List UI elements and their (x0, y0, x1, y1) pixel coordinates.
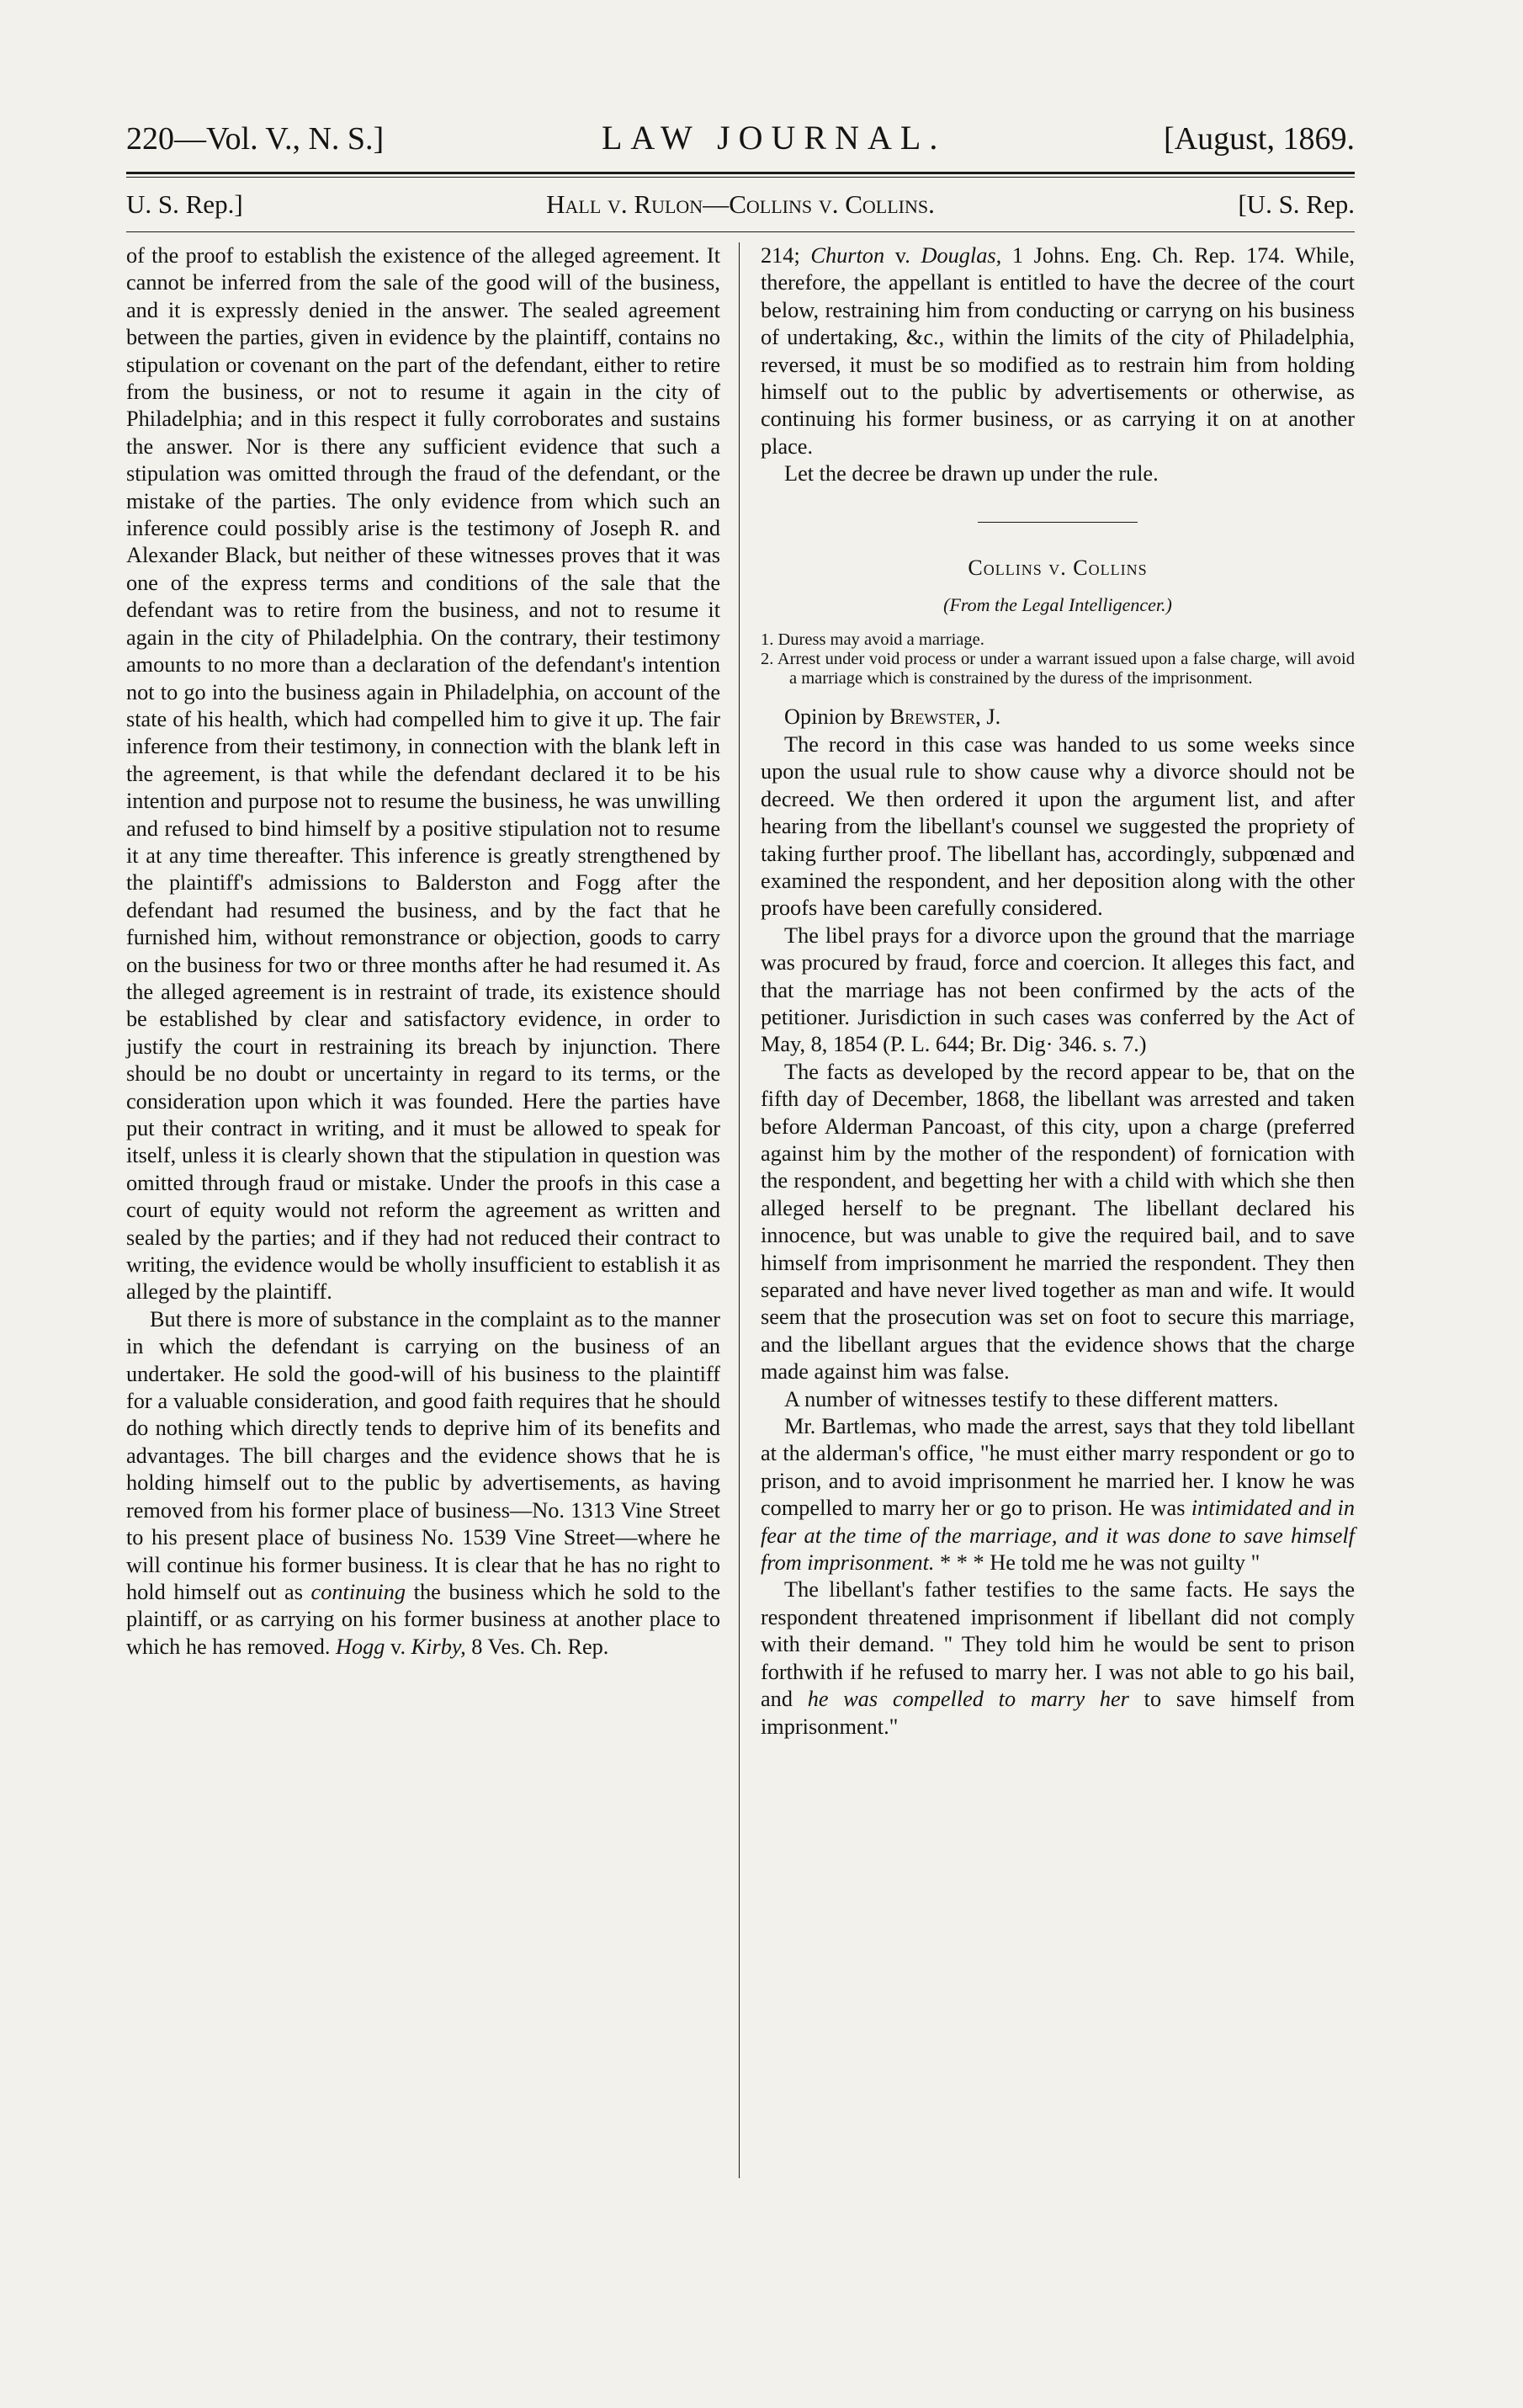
paragraph: The facts as developed by the record appear to be, that on the fifth day of December, 1868, the libellant was arrested and taken before Alderman Pancoast, of this city, upon a charge (preferred against him by the mother of the respondent) of fornication with the respondent, and begetting her with a child with which she then alleged herself to be pregnant. The libellant declared his innocence, but was unable to give the required bail, and to save himself from imprisonment he married the respondent. They then separated and have never lived together as man and wife. It would seem that the prosecution was set on foot to secure this marriage, and the libellant argues that the evidence shows that the charge made against him was false. (761, 1059, 1355, 1385)
paragraph: A number of witnesses testify to these different matters. (784, 1386, 1279, 1411)
left-column (126, 242, 720, 1741)
paragraph: The libel prays for a divorce upon the ground that the marriage was procured by fraud, force and coercion. It alleges this fact, and that the marriage has not been confirmed by the acts of the petitioner. Jurisdiction in such cases was conferred by the Act of May, 8, 1854 (P. L. 644; Br. Dig· 346. s. 7.) (761, 922, 1355, 1057)
subheader-rule (126, 231, 1355, 232)
text-columns (126, 242, 1355, 1741)
right-column (761, 242, 1355, 1741)
paragraph: Mr. Bartlemas, who made the arrest, says that they told libellant at the alderman's office, "he must either marry respondent or go to prison, and to avoid imprisonment he married her. I know he was compelled to marry her or go to prison. He was intimidated and in fear at the time of the marriage, and it was done to save himself from imprisonment. * * * He told me he was not guilty " (761, 1414, 1355, 1576)
headnote: 1. Duress may avoid a marriage. (761, 630, 984, 650)
header-title: LAW JOURNAL. (601, 119, 947, 157)
header-rule-thin (126, 177, 1355, 178)
case-title: Collins v. Collins (968, 555, 1148, 580)
paragraph: of the proof to establish the existence of the alleged agreement. It cannot be inferred from the sale of the good will of the business, and it is expressly denied in the answer. The sealed agreement between the parties, given in evidence by the plaintiff, contains no stipulation or covenant on the part of the defendant, either to retire from the business, or not to resume it again in the city of Philadelphia; and in this respect it fully corroborates and sustains the answer. Nor is there any sufficient evidence that such a stipulation was omitted through the fraud of the defendant, or the mistake of the parties. The only evidence from which such an inference could possibly arise is the testimony of Joseph R. and Alexander Black, but neither of these witnesses proves that it was one of the express terms and conditions of the sale that the defendant was to retire from the business, and not to resume it again in the city of Philadelphia. On the contrary, their testimony amounts to no more than a declaration of the defendant's intention not to go into the business again in Philadelphia, on account of the state of his health, which had compelled him to give it up. The fair inference from their testimony, in connection with the blank left in the agreement, is that while the defendant declared it to be his intention and purpose not to resume the business, he was unwilling and refused to bind himself by a positive stipulation not to resume it at any time thereafter. This inference is greatly strengthened by the plaintiff's admissions to Balderston and Fogg after the defendant had resumed the business, and by the fact that he furnished him, without remonstrance or objection, goods to carry on the business for two or three months after he had resumed it. As the alleged agreement is in restraint of trade, its existence should be established by clear and satisfactory evidence, in order to justify the court in restraining its breach by injunction. There should be no doubt or uncertainty in regard to its terms, or the consideration upon which it was founded. Here the parties have put their contract in writing, and it must be allowed to speak for itself, unless it is clearly shown that the stipulation in question was omitted through fraud or mistake. Under the proofs in this case a court of equity would not reform the agreement as written and sealed by the parties; and if they had not reduced their contract to writing, the evidence would be wholly insufficient to establish it as alleged by the plaintiff. (126, 243, 720, 1305)
case-subheader (126, 189, 1355, 228)
case-source: (From the Legal Intelligencer.) (943, 594, 1172, 616)
paragraph: The libellant's father testifies to the same facts. He says the respondent threatened imprisonment if libellant did not comply with their demand. " They told him he would be sent to prison forthwith if he refused to marry her. I was not able to go his bail, and he was compelled to marry her to save himself from imprisonment." (761, 1577, 1355, 1739)
case-separator (978, 522, 1138, 523)
paragraph: 214; Churton v. Douglas, 1 Johns. Eng. Ch. Rep. 174. While, therefore, the appellant is entitled to have the decree of the court below, restraining him from conducting or carryng on his business of undertaking, &c., within the limits of the city of Philadelphia, reversed, it must be so modified as to restrain him from holding himself out to the public by advertisements or otherwise, as continuing his former business, or as carrying it on at another place. (761, 243, 1355, 459)
header-volume: 220—Vol. V., N. S.] (126, 121, 385, 157)
headnote: 2. Arrest under void process or under a warrant issued upon a false charge, will avoid a marriage which is constrained by the duress of the imprisonment. (761, 650, 1355, 688)
running-header (126, 118, 1355, 168)
journal-page (126, 118, 1355, 1741)
paragraph: The record in this case was handed to us some weeks since upon the usual rule to show cause why a divorce should not be decreed. We then ordered it upon the argument list, and after hearing from the libellant's counsel we suggested the propriety of taking further proof. The libellant has, accordingly, subpœnæd and examined the respondent, and her deposition along with the other proofs have been carefully considered. (761, 731, 1355, 921)
header-date: [August, 1869. (1164, 121, 1355, 157)
subheader-right: [U. S. Rep. (1238, 189, 1355, 219)
paragraph: But there is more of substance in the complaint as to the manner in which the defendant is carrying on the business of an undertaker. He sold the good-will of his business to the plaintiff for a valuable consideration, and good faith requires that he should do nothing which directly tends to deprive him of its benefits and advantages. The bill charges and the evidence shows that he is holding himself out to the public by advertisements, as having removed from his former place of business—No. 1313 Vine Street to his present place of business No. 1539 Vine Street—where he will continue his former business. It is clear that he has no right to hold himself out as continuing the business which he sold to the plaintiff, or as carrying on his former business at another place to which he has removed. Hogg v. Kirby, 8 Ves. Ch. Rep. (126, 1306, 720, 1659)
paragraph: Let the decree be drawn up under the rule. (784, 461, 1159, 486)
headnotes (761, 630, 1355, 688)
opinion-line: Opinion by Brewster, J. (784, 704, 1001, 730)
subheader-left: U. S. Rep.] (126, 189, 243, 219)
column-divider (739, 242, 740, 2178)
subheader-cases: Hall v. Rulon—Collins v. Collins. (546, 189, 935, 219)
header-rule-thick (126, 172, 1355, 174)
